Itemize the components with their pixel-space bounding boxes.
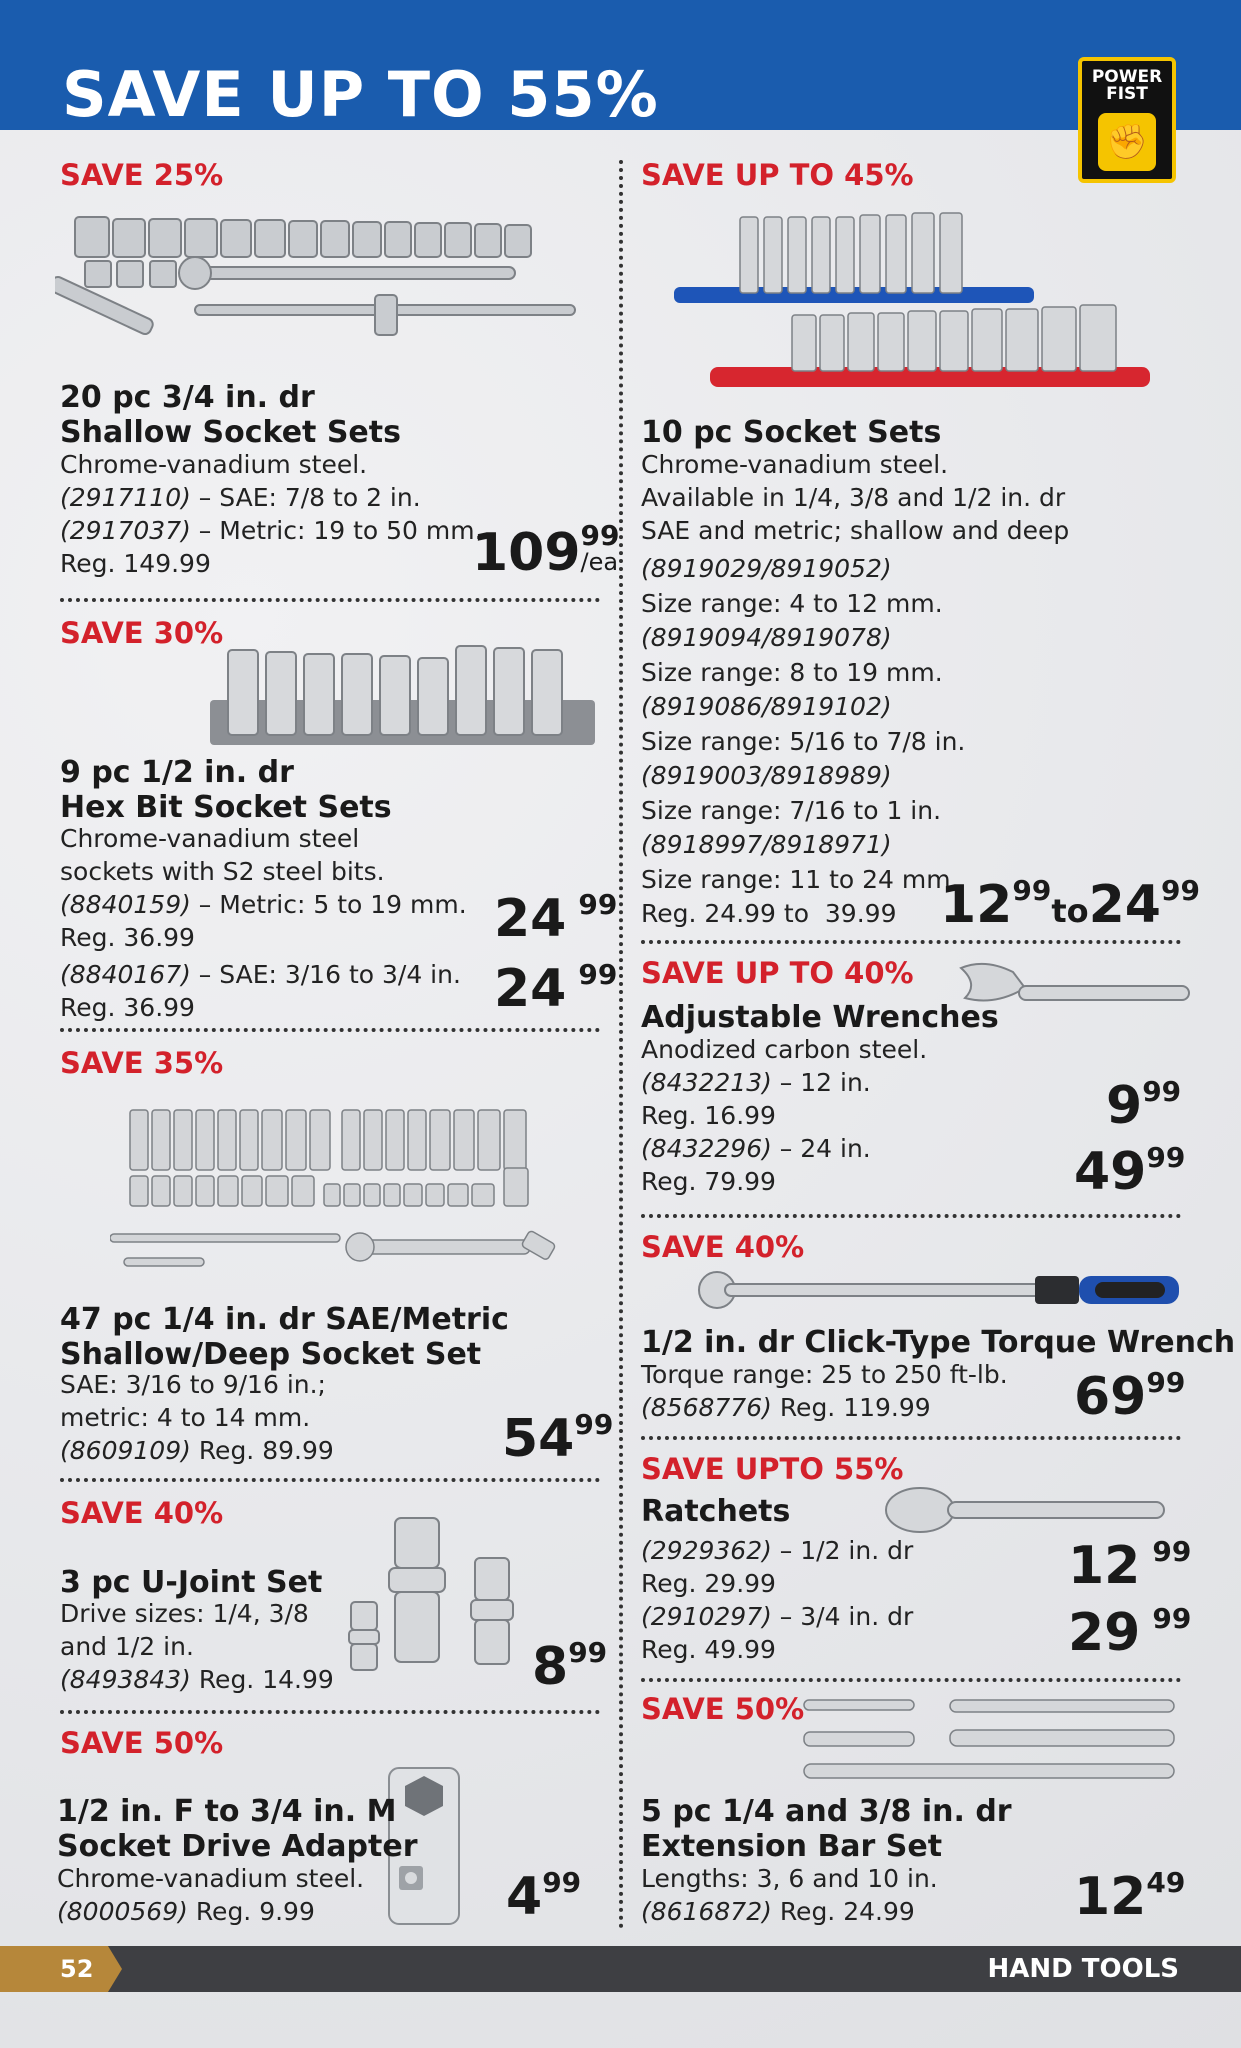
- product-title-line1: 20 pc 3/4 in. dr: [60, 380, 315, 415]
- desc-line: SAE and metric; shallow and deep: [641, 516, 1070, 545]
- price-cents: 99: [1161, 874, 1200, 907]
- variant-text: – SAE: 3/16 to 3/4 in.: [190, 960, 461, 989]
- fist-icon: ✊: [1098, 113, 1156, 171]
- price-dollars: 8: [532, 1637, 569, 1697]
- item-code: (8840159): [60, 890, 191, 919]
- sale-price: [506, 1866, 581, 1927]
- item-code: (2910297): [641, 1602, 772, 1631]
- product-description: [641, 1862, 1041, 1928]
- section-divider: [60, 598, 600, 602]
- sale-price: [1074, 1866, 1185, 1927]
- product-title-line2: Hex Bit Socket Sets: [60, 790, 392, 825]
- price-to: to: [1051, 892, 1089, 930]
- product-title-line1: 5 pc 1/4 and 3/8 in. dr: [641, 1794, 1012, 1829]
- price-dollars: 109: [472, 523, 581, 583]
- sale-price: [1074, 1141, 1185, 1202]
- section-divider: [60, 1710, 600, 1714]
- product-title-line2: Extension Bar Set: [641, 1829, 943, 1864]
- sale-price: [502, 1408, 613, 1469]
- product-description: [60, 1597, 350, 1696]
- variant-text: – Metric: 19 to 50 mm.: [190, 516, 483, 545]
- save-badge: SAVE 30%: [60, 616, 224, 650]
- item-code: (2917110): [60, 483, 191, 512]
- power-fist-logo: [1078, 57, 1176, 183]
- variant-text: – 3/4 in. dr: [771, 1602, 914, 1631]
- size-range: Size range: 8 to 19 mm.: [641, 657, 943, 687]
- price-cents: 99: [1152, 1535, 1192, 1568]
- sale-price: [1068, 1535, 1191, 1596]
- regular-price: Reg. 9.99: [195, 1897, 315, 1926]
- product-title-line2: Shallow/Deep Socket Set: [60, 1337, 482, 1372]
- desc-line: and 1/2 in.: [60, 1632, 194, 1661]
- sale-price: [1106, 1075, 1181, 1136]
- sale-price: [472, 519, 620, 583]
- variant-block: [641, 1534, 1041, 1666]
- item-code: (8919094/8919078): [641, 623, 892, 652]
- section-divider: [60, 1478, 600, 1482]
- desc-line: sockets with S2 steel bits.: [60, 857, 385, 886]
- socket-rail-image: [670, 205, 1190, 395]
- regular-price: Reg. 89.99: [198, 1436, 334, 1465]
- price-cents: 99: [568, 1636, 608, 1669]
- variant-block: [60, 958, 480, 1024]
- sale-price: [494, 958, 617, 1019]
- desc-line: Chrome-vanadium steel.: [60, 450, 368, 479]
- product-title-line1: Ratchets: [641, 1494, 791, 1529]
- price-cents: 99: [578, 958, 618, 991]
- price-cents: 99: [578, 888, 618, 921]
- regular-price: Reg. 149.99: [60, 549, 211, 578]
- desc-line: SAE: 3/16 to 9/16 in.;: [60, 1370, 326, 1399]
- item-code: (8919086/8919102): [641, 692, 892, 721]
- save-badge: SAVE UP TO 40%: [641, 956, 914, 990]
- price-cents: 99: [1152, 1602, 1192, 1635]
- desc-line: Chrome-vanadium steel.: [641, 450, 949, 479]
- sale-price: [1074, 1366, 1185, 1427]
- sale-price: [532, 1636, 607, 1697]
- save-badge: SAVE 50%: [641, 1692, 805, 1726]
- price-cents: 49: [1146, 1866, 1186, 1899]
- size-range: Size range: 4 to 12 mm.: [641, 588, 943, 618]
- product-description: [641, 1358, 1061, 1424]
- regular-price: Reg. 36.99: [60, 923, 195, 952]
- socket-set-image: [110, 1100, 590, 1290]
- page-title: SAVE UP TO 55%: [62, 58, 659, 131]
- torque-wrench-image: [695, 1268, 1185, 1318]
- price-cents: 99: [542, 1866, 582, 1899]
- header-banner: [0, 0, 1241, 130]
- size-range: Size range: 5/16 to 7/8 in.: [641, 726, 966, 756]
- column-divider: [619, 160, 623, 1930]
- price-dollars: 24: [1088, 875, 1161, 935]
- regular-price: Reg. 14.99: [198, 1665, 334, 1694]
- product-title-line1: 9 pc 1/2 in. dr: [60, 755, 294, 790]
- item-code: (8000569): [57, 1897, 188, 1926]
- price-dollars: 24: [494, 959, 567, 1019]
- save-badge: SAVE UPTO 55%: [641, 1452, 904, 1486]
- product-description: [641, 448, 1201, 547]
- regular-price: Reg. 24.99: [779, 1897, 915, 1926]
- item-code: (8919003/8918989): [641, 761, 892, 790]
- price-cents: 99: [580, 519, 620, 552]
- product-description: [60, 822, 500, 888]
- section-divider: [641, 940, 1181, 944]
- page-number-arrow: [108, 1946, 122, 1992]
- section-divider: [60, 1028, 600, 1032]
- desc-line: Drive sizes: 1/4, 3/8: [60, 1599, 309, 1628]
- product-description: [57, 1862, 377, 1928]
- item-code: (8840167): [60, 960, 191, 989]
- price-dollars: 12: [1074, 1867, 1147, 1927]
- regular-price: Reg. 24.99 to 39.99: [641, 899, 897, 928]
- regular-price: Reg. 16.99: [641, 1101, 776, 1130]
- price-dollars: 69: [1074, 1367, 1147, 1427]
- sale-price-range: [940, 874, 1200, 935]
- product-title-line1: 1/2 in. F to 3/4 in. M: [57, 1794, 397, 1829]
- variant-text: – 1/2 in. dr: [771, 1536, 914, 1565]
- desc-line: metric: 4 to 14 mm.: [60, 1403, 311, 1432]
- variant-text: – 24 in.: [771, 1134, 871, 1163]
- product-title-line2: Shallow Socket Sets: [60, 415, 401, 450]
- desc-line: Chrome-vanadium steel: [60, 824, 360, 853]
- variant-text: – 12 in.: [771, 1068, 871, 1097]
- price-unit: /ea: [580, 548, 619, 576]
- save-badge: SAVE 35%: [60, 1046, 224, 1080]
- price-cents: 99: [1142, 1075, 1182, 1108]
- section-divider: [641, 1678, 1181, 1682]
- regular-price: Reg. 49.99: [641, 1635, 776, 1664]
- price-dollars: 54: [502, 1409, 575, 1469]
- price-cents: 99: [574, 1408, 614, 1441]
- regular-price: Reg. 36.99: [60, 993, 195, 1022]
- item-code: (8432213): [641, 1068, 772, 1097]
- price-dollars: 49: [1074, 1142, 1147, 1202]
- regular-price: Reg. 29.99: [641, 1569, 776, 1598]
- sale-price: [1068, 1602, 1191, 1663]
- price-dollars: 12: [940, 875, 1013, 935]
- section-divider: [641, 1214, 1181, 1218]
- item-code: (2917037): [60, 516, 191, 545]
- item-code: (8919029/8919052): [641, 554, 892, 583]
- price-dollars: 24: [494, 889, 567, 949]
- price-cents: 99: [1146, 1141, 1186, 1174]
- sale-price: [494, 888, 617, 949]
- item-code: (8609109): [60, 1436, 191, 1465]
- size-range: Size range: 11 to 24 mm.: [641, 864, 959, 894]
- item-code: (8432296): [641, 1134, 772, 1163]
- save-badge: SAVE 50%: [60, 1726, 224, 1760]
- desc-line: Lengths: 3, 6 and 10 in.: [641, 1864, 938, 1893]
- variant-text: – Metric: 5 to 19 mm.: [190, 890, 467, 919]
- product-title-line1: 10 pc Socket Sets: [641, 415, 942, 450]
- product-description: [60, 448, 500, 580]
- desc-line: Chrome-vanadium steel.: [57, 1864, 365, 1893]
- item-code: (8568776): [641, 1393, 772, 1422]
- variant-text: – SAE: 7/8 to 2 in.: [190, 483, 421, 512]
- u-joint-set-image: [345, 1512, 525, 1672]
- product-title-line1: 1/2 in. dr Click-Type Torque Wrench: [641, 1325, 1236, 1360]
- product-title-line1: Adjustable Wrenches: [641, 1000, 999, 1035]
- price-cents: 99: [1146, 1366, 1186, 1399]
- regular-price: Reg. 79.99: [641, 1167, 776, 1196]
- price-cents: 99: [1012, 874, 1052, 907]
- regular-price: Reg. 119.99: [779, 1393, 931, 1422]
- hex-bit-socket-image: [210, 640, 600, 750]
- price-dollars: 12: [1068, 1536, 1141, 1596]
- desc-line: Anodized carbon steel.: [641, 1035, 928, 1064]
- size-range: Size range: 7/16 to 1 in.: [641, 795, 942, 825]
- product-title-line1: 47 pc 1/4 in. dr SAE/Metric: [60, 1302, 509, 1337]
- save-badge: SAVE 25%: [60, 158, 224, 192]
- desc-line: Available in 1/4, 3/8 and 1/2 in. dr: [641, 483, 1066, 512]
- page-number: 52: [0, 1946, 108, 1992]
- save-badge: SAVE UP TO 45%: [641, 158, 914, 192]
- save-badge: SAVE 40%: [641, 1230, 805, 1264]
- variant-block: [60, 888, 480, 954]
- price-dollars: 9: [1106, 1076, 1143, 1136]
- ratchet-image: [880, 1480, 1170, 1540]
- product-title-line1: 3 pc U-Joint Set: [60, 1565, 323, 1600]
- price-dollars: 4: [506, 1867, 543, 1927]
- item-code: (8918997/8918971): [641, 830, 892, 859]
- item-code: (8616872): [641, 1897, 772, 1926]
- price-dollars: 29: [1068, 1603, 1141, 1663]
- save-badge: SAVE 40%: [60, 1496, 224, 1530]
- desc-line: Torque range: 25 to 250 ft-lb.: [641, 1360, 1008, 1389]
- item-code: (2929362): [641, 1536, 772, 1565]
- logo-text: POWER FIST: [1091, 67, 1163, 104]
- section-divider: [641, 1436, 1181, 1440]
- socket-set-image: [55, 205, 595, 355]
- product-title-line2: Socket Drive Adapter: [57, 1829, 418, 1864]
- variant-line: [60, 514, 500, 547]
- product-description: [60, 1368, 500, 1467]
- section-name: HAND TOOLS: [987, 1954, 1179, 1984]
- variant-line: [60, 481, 500, 514]
- variant-block: [641, 1033, 1041, 1198]
- item-code: (8493843): [60, 1665, 191, 1694]
- extension-bar-image: [800, 1692, 1180, 1792]
